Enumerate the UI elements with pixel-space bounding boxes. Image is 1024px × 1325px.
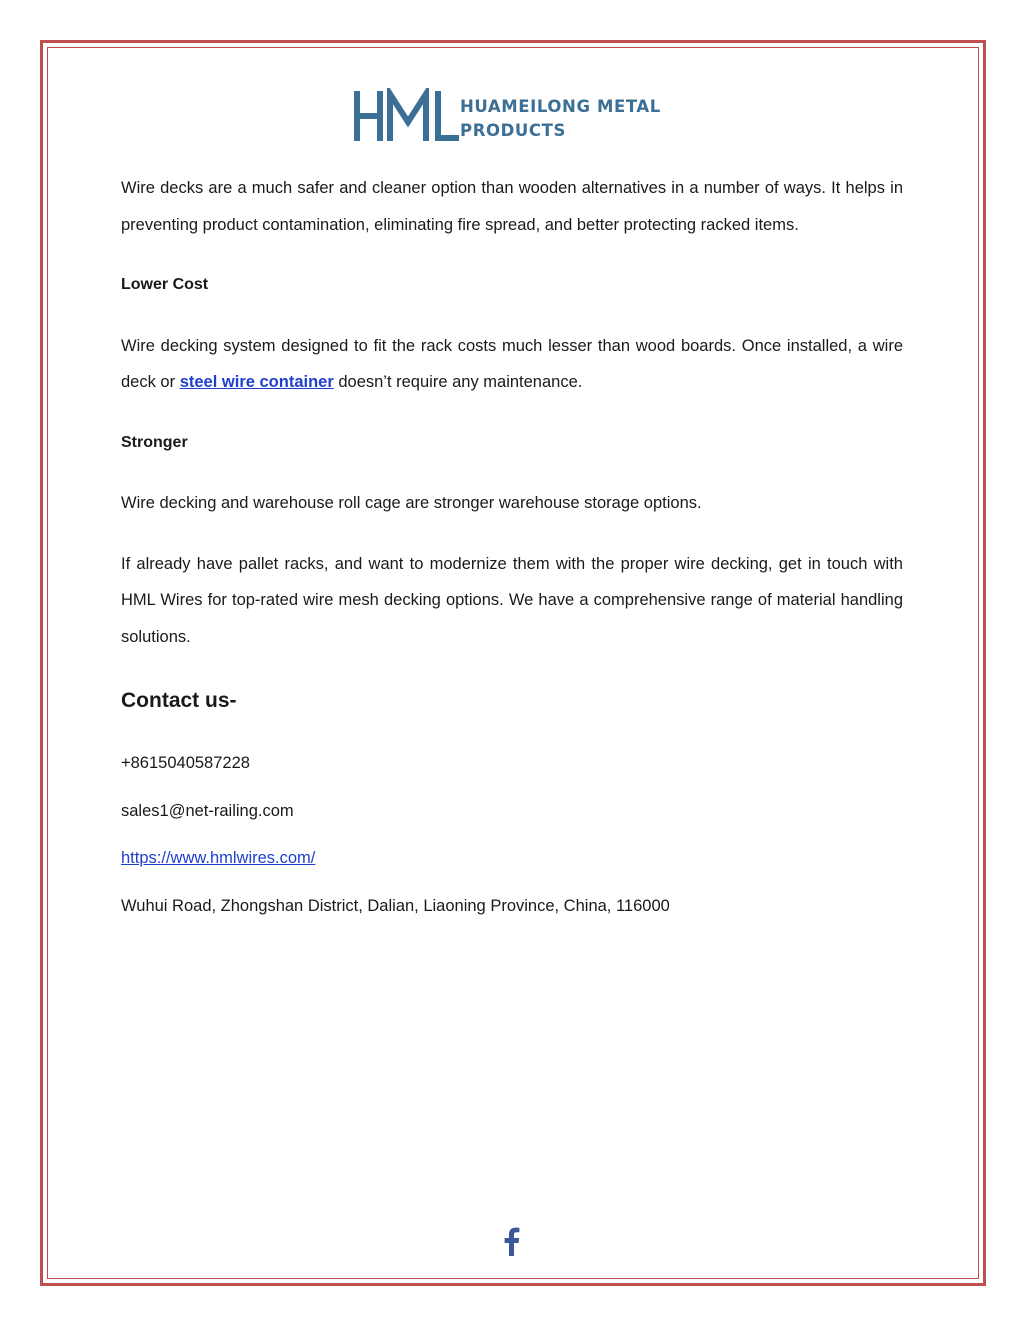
facebook-icon[interactable] [500, 1226, 522, 1256]
document-body [121, 170, 903, 935]
website-link[interactable]: https://www.hmlwires.com/ [121, 849, 316, 867]
contact-title: Contact us- [121, 689, 237, 712]
intro-paragraph: Wire decks are a much safer and cleaner option than wooden alternatives in a number of ways. It helps in preventing product contamination, eliminating fire spread, and better protecting racked items. [121, 179, 903, 234]
lower-cost-text-after: doesn’t require any maintenance. [333, 373, 583, 391]
contact-email: sales1@net-railing.com [121, 801, 294, 820]
heading-lower-cost: Lower Cost [121, 276, 209, 293]
lower-cost-paragraph [121, 328, 903, 401]
logo-line2: PRODUCTS [460, 121, 566, 140]
contact-address: Wuhui Road, Zhongshan District, Dalian, Liaoning Province, China, 116000 [121, 896, 670, 915]
contact-phone: +8615040587228 [121, 754, 250, 772]
heading-stronger: Stronger [121, 433, 188, 451]
lower-cost-text-before: Wire decking system designed to fit the rack costs much lesser than wood boards. Once installed, a wire deck or [121, 336, 903, 391]
company-logo [352, 88, 682, 148]
stronger-paragraph: Wire decking and warehouse roll cage are stronger warehouse storage options. [121, 494, 702, 512]
steel-wire-container-link[interactable]: steel wire container [179, 373, 334, 391]
closing-paragraph: If already have pallet racks, and want to modernize them with the proper wire decking, get in touch with HML Wires for top-rated wire mesh decking options. We have a comprehensive range of material handling solutions. [121, 554, 903, 646]
contact-website-line [121, 840, 903, 877]
logo-line1: HUAMEILONG METAL [460, 97, 661, 116]
